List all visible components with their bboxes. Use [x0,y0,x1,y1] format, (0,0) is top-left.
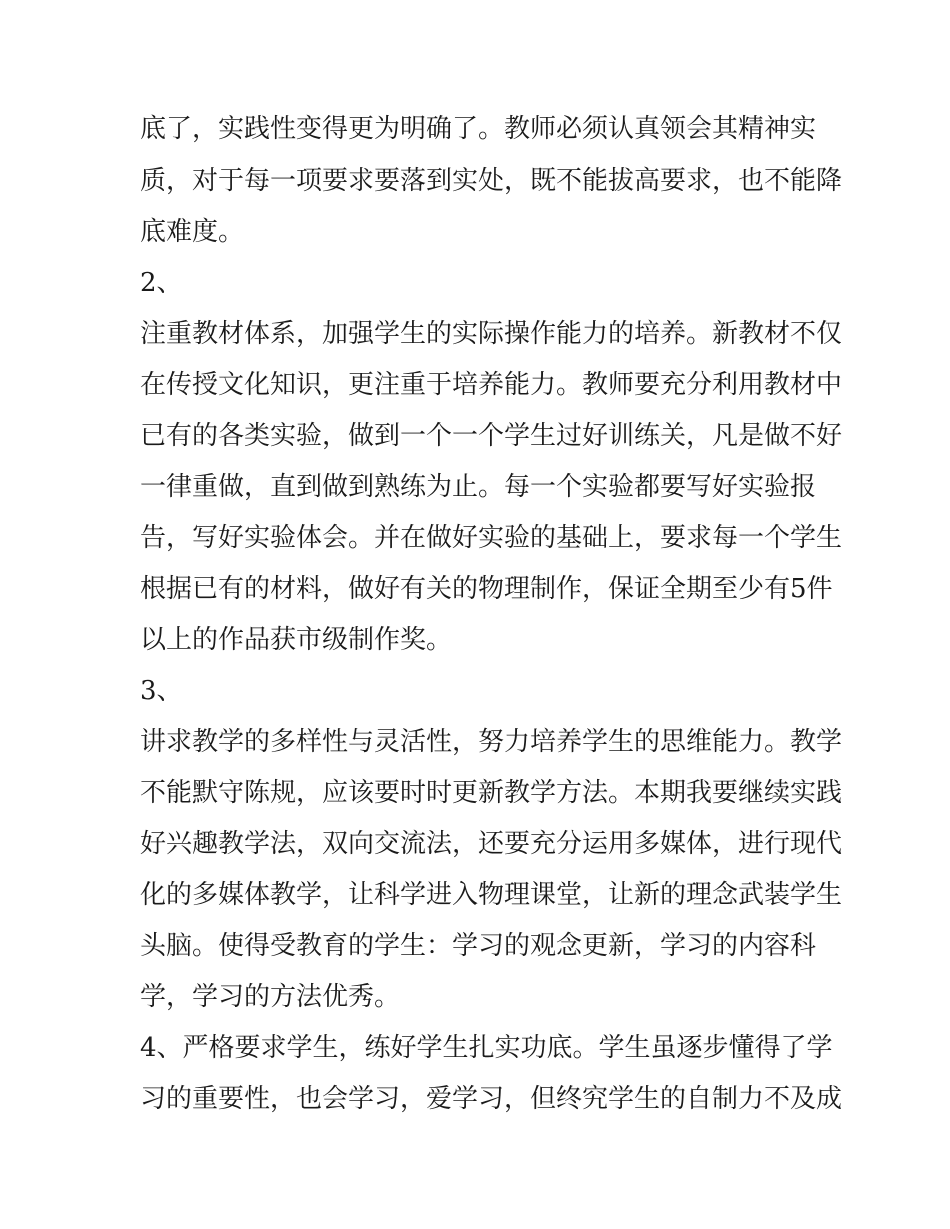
text-line: 告，写好实验体会。并在做好实验的基础上，要求每一个学生 [140,523,843,553]
list-number: 3、 [140,676,183,706]
text-line: 学，学习的方法优秀。 [140,982,401,1012]
text-line: 一律重做，直到做到熟练为止。每一个实验都要写好实验报 [140,472,817,502]
text-line: 头脑。使得受教育的学生：学习的观念更新，学习的内容科 [140,931,817,961]
text-line: 以上的作品获市级制作奖。 [140,625,453,655]
text-line: 化的多媒体教学，让科学进入物理课堂，让新的理念武装学生 [140,880,843,910]
text-line: 习的重要性，也会学习，爱学习，但终究学生的自制力不及成 [140,1084,843,1114]
text-line: 不能默守陈规，应该要时时更新教学方法。本期我要继续实践 [140,778,843,808]
text-line: 底难度。 [140,217,245,247]
text-line: 底了，实践性变得更为明确了。教师必须认真领会其精神实 [140,114,817,144]
text-line: 已有的各类实验，做到一个一个学生过好训练关，凡是做不好 [140,421,843,451]
text-line: 质，对于每一项要求要落到实处，既不能拔高要求，也不能降 [140,166,843,196]
text-line: 讲求教学的多样性与灵活性，努力培养学生的思维能力。教学 [140,727,843,757]
list-number: 2、 [140,268,183,298]
text-line: 好兴趣教学法，双向交流法，还要充分运用多媒体，进行现代 [140,829,843,859]
text-line: 4、严格要求学生，练好学生扎实功底。学生虽逐步懂得了学 [140,1033,833,1063]
text-line: 注重教材体系，加强学生的实际操作能力的培养。新教材不仅 [140,319,843,349]
text-line: 根据已有的材料，做好有关的物理制作，保证全期至少有5件 [140,574,833,604]
text-line: 在传授文化知识，更注重于培养能力。教师要充分利用教材中 [140,370,843,400]
